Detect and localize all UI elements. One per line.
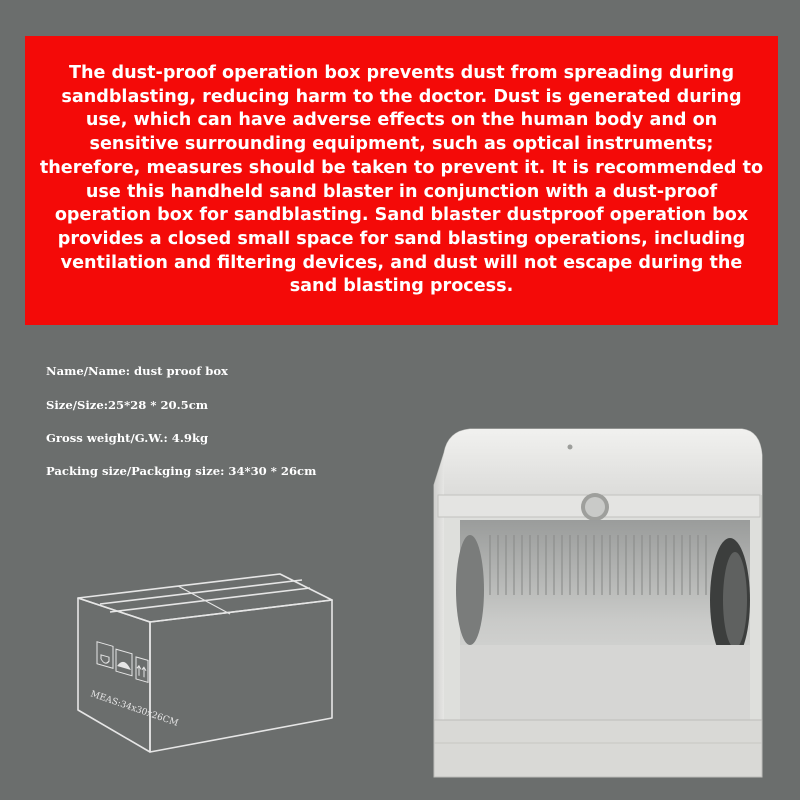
spec-name: Name/Name: dust proof box: [46, 364, 228, 378]
cup-fragile-icon: [97, 642, 113, 669]
carton-meas-label: MEAS:34x30x26CM: [89, 689, 180, 729]
spec-gross-weight: Gross weight/G.W.: 4.9kg: [46, 431, 209, 445]
this-way-up-icon: [136, 657, 148, 682]
spec-packing-size: Packing size/Packging size: 34*30 * 26cm: [46, 464, 317, 478]
description-text: The dust-proof operation box prevents dust from spreading during sandblasting, reducing harm to the doctor. Dust is generated during use, which can have adverse effects on the human body and on sensitive surrounding equipment, such as optical instruments; therefore, measures should be taken to prevent it. It is recommended to use this handheld sand blaster in conjunction with a dust-proof operation box for sandblasting. Sand blaster dustproof operation box provides a closed small space for sand blasting operations, including ventilation and filtering devices, and dust will not escape during the sand blasting process.: [39, 62, 764, 297]
carton-drawing: [70, 570, 340, 760]
umbrella-keep-dry-icon: [116, 649, 132, 676]
description-banner: [25, 36, 778, 325]
dust-proof-box-image: [430, 425, 765, 785]
spec-size: Size/Size:25*28 * 20.5cm: [46, 398, 209, 412]
